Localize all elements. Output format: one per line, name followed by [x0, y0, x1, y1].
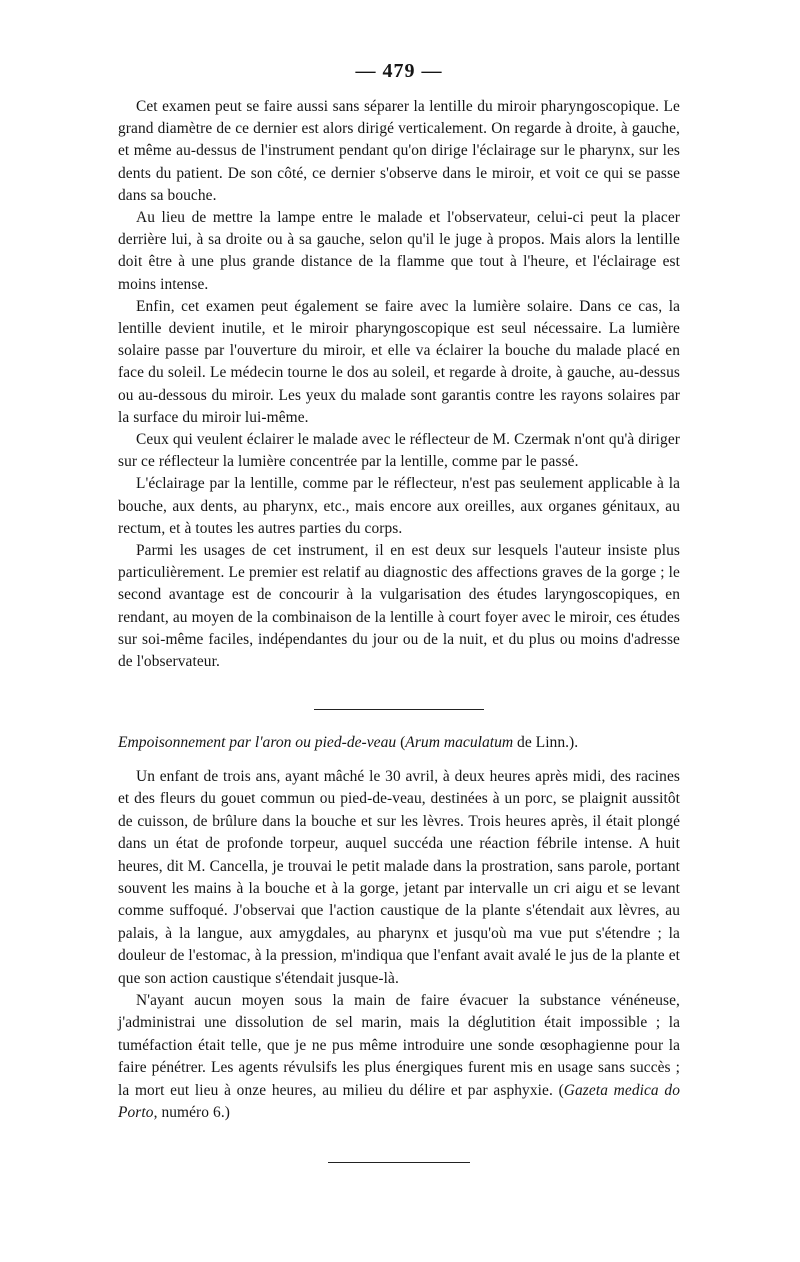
paragraph-last-text: N'ayant aucun moyen sous la main de faire évacuer la substance vénéneuse, j'administrai une dissolution de sel marin, mais la déglutition était impossible ; la tuméfaction était telle, que je ne pus même introduire une sonde œsophagienne pour la faire pénétrer. Les agents révulsifs les plus énergiques furent mis en usage sans succès ; la mort eut lieu à onze heures, au milieu du délire et par asphyxie. ( [118, 992, 680, 1099]
section-body [118, 96, 680, 673]
source-citation-tail: , numéro 6.) [153, 1104, 230, 1122]
article-title-paren: ( [396, 734, 406, 751]
article-title [118, 732, 680, 754]
paragraph: Enfin, cet examen peut également se faire avec la lumière solaire. Dans ce cas, la lentille devient inutile, et le miroir pharyngoscopique est seul nécessaire. La lumière solaire passe par l'ouverture du miroir, et elle va éclairer la bouche du malade placé en face du soleil. Le médecin tourne le dos au soleil, et regarde à droite, à gauche, au-dessus ou au-dessous du miroir. Les yeux du malade sont garantis contre les rayons solaires par la surface du miroir lui-même. [118, 297, 680, 426]
article-body [118, 766, 680, 1125]
paragraph-last [118, 990, 680, 1124]
paragraph: Cet examen peut se faire aussi sans séparer la lentille du miroir pharyngoscopique. Le grand diamètre de ce dernier est alors dirigé verticalement. On regarde à droite, à gauche, et même au-dessus de l'instrument pendant qu'on dirige l'éclairage sur le pharynx, sur les dents du patient. De son côté, ce dernier s'observe dans le miroir, et voit ce qui se passe dans sa bouche. [118, 98, 680, 204]
page-number: — 479 — [355, 60, 443, 82]
paragraph: Au lieu de mettre la lampe entre le malade et l'observateur, celui-ci peut la placer derrière lui, à sa droite ou à sa gauche, selon qu'il le juge à propos. Mais alors la lentille doit être à une plus grande distance de la flamme que tout à l'heure, et l'éclairage est moins intense. [118, 209, 680, 293]
paragraph: Ceux qui veulent éclairer le malade avec le réflecteur de M. Czermak n'ont qu'à diriger sur ce réflecteur la lumière concentrée par la lentille, comme par le passé. [118, 431, 680, 471]
article-title-tail: de Linn.). [513, 734, 579, 751]
section-divider [314, 709, 484, 710]
paragraph: Un enfant de trois ans, ayant mâché le 30 avril, à deux heures après midi, des racines et des fleurs du gouet commun ou pied-de-veau, destinées à un porc, se plaignit aussitôt de cuisson, de brûlure dans la bouche et sur les lèvres. Trois heures après, il était plongé dans un état de profonde torpeur, auquel succéda une réaction fébrile intense. A huit heures, dit M. Cancella, je trouvai le petit malade dans la prostration, sans parole, portant souvent les mains à la bouche et à la gorge, jetant par intervalle un cri aigu et se levant comme suffoqué. J'observai que l'action caustique de la plante s'étendait aux lèvres, au palais, à la langue, aux amygdales, au pharynx et jusqu'où ma vue put s'étendre ; la douleur de l'estomac, à la pression, m'indiqua que l'enfant avait avalé le jus de la plante et que son action caustique s'étendait jusque-là. [118, 768, 680, 987]
end-divider [328, 1162, 470, 1163]
paragraph: L'éclairage par la lentille, comme par le réflecteur, n'est pas seulement applicable à la bouche, aux dents, au pharynx, etc., mais encore aux oreilles, aux organes génitaux, au rectum, et à toutes les autres parties du corps. [118, 475, 680, 537]
source-citation: Gazeta medica do Porto [118, 1081, 680, 1122]
article-title-latin: Arum maculatum [405, 734, 514, 751]
paragraph: Parmi les usages de cet instrument, il en est deux sur lesquels l'auteur insiste plus particulièrement. Le premier est relatif au diagnostic des affections graves de la gorge ; le second avantage est de concourir à la vulgarisation des études laryngoscopiques, en rendant, au moyen de la combinaison de la lentille à court foyer avec le miroir, ces études sur soi-même faciles, indépendantes du jour ou de la nuit, et du plus ou moins d'adresse de l'observateur. [118, 542, 680, 671]
article-title-main: Empoisonnement par l'aron ou pied-de-veau [118, 734, 397, 751]
